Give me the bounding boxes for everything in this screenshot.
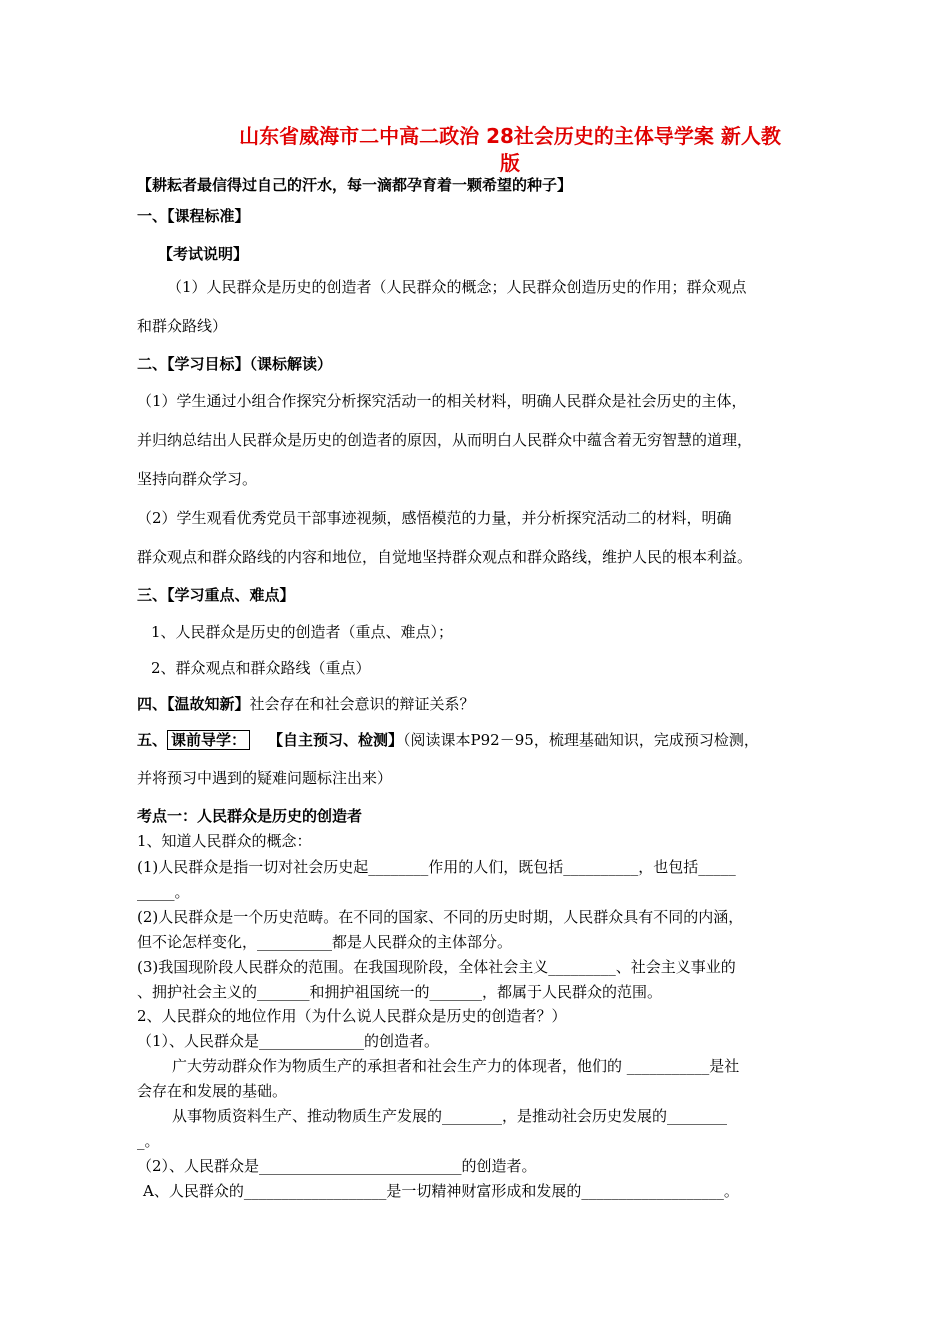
topic-1-line9: （1）、人民群众是______________的创造者。 xyxy=(137,1032,440,1050)
section-4 xyxy=(137,694,475,714)
topic-1-line13: _。 xyxy=(137,1132,160,1150)
topic-1-line15: A、人民群众的___________________是一切精神财富形成和发展的___________________。 xyxy=(143,1182,739,1200)
objective-line4: （2）学生观看优秀党员干部事迹视频，感悟模范的力量，并分析探究活动二的材料，明确 xyxy=(137,509,732,527)
topic-1-line6: (3)我国现阶段人民群众的范围。在我国现阶段，全体社会主义_________、社会主义事业的 xyxy=(137,958,736,976)
objective-line5: 群众观点和群众路线的内容和地位，自觉地坚持群众观点和群众路线，维护人民的根本利益。 xyxy=(137,548,753,566)
objective-line2: 并归纳总结出人民群众是历史的创造者的原因，从而明白人民群众中蕴含着无穷智慧的道理， xyxy=(137,431,753,449)
topic-1-line2: (1)人民群众是指一切对社会历史起________作用的人们，既包括__________，也包括_____ xyxy=(137,858,736,876)
exam-description-line2: 和群众路线） xyxy=(137,317,228,335)
section-5 xyxy=(137,730,759,750)
key-point-2: 2、群众观点和群众路线（重点） xyxy=(151,659,371,677)
section-4-text: 社会存在和社会意识的辩证关系？ xyxy=(249,695,475,713)
topic-1-line4: (2)人民群众是一个历史范畴。在不同的国家、不同的历史时期，人民群众具有不同的内涵， xyxy=(137,908,744,926)
topic-1-line14: （2）、人民群众是___________________________的创造者。 xyxy=(137,1157,537,1175)
objective-line1: （1）学生通过小组合作探究分析探究活动一的相关材料，明确人民群众是社会历史的主体， xyxy=(137,392,747,410)
key-point-1: 1、人民群众是历史的创造者（重点、难点）； xyxy=(151,623,454,641)
section-5-text-line2: 并将预习中遇到的疑难问题标注出来） xyxy=(137,769,393,787)
topic-1-line10: 广大劳动群众作为物质生产的承担者和社会生产力的体现者，他们的 ___________是社 xyxy=(172,1057,740,1075)
document-title-line2: 版 xyxy=(500,151,520,175)
pre-class-guide-box: 课前导学： xyxy=(167,730,250,750)
topic-1-line11: 会存在和发展的基础。 xyxy=(137,1082,288,1100)
topic-1-line3: _____。 xyxy=(137,883,190,901)
topic-1-line5: 但不论怎样变化，__________都是人民群众的主体部分。 xyxy=(137,933,513,951)
objective-line3: 坚持向群众学习。 xyxy=(137,470,258,488)
section-2-heading: 二、【学习目标】（课标解读） xyxy=(137,355,333,373)
exam-description-line1: （1）人民群众是历史的创造者（人民群众的概念；人民群众创造历史的作用；群众观点 xyxy=(167,278,747,296)
section-1-heading: 一、【课程标准】 xyxy=(137,207,250,225)
section-4-heading: 四、【温故知新】 xyxy=(137,695,250,713)
document-title-line1: 山东省威海市二中高二政治 28社会历史的主体导学案 新人教 xyxy=(239,124,781,148)
self-preview-heading: 【自主预习、检测】 xyxy=(268,731,404,749)
topic-1-heading: 考点一：人民群众是历史的创造者 xyxy=(137,807,363,825)
topic-1-line1: 1、知道人民群众的概念： xyxy=(137,832,312,850)
section-3-heading: 三、【学习重点、难点】 xyxy=(137,586,295,604)
topic-1-line7: 、拥护社会主义的_______和拥护祖国统一的_______，都属于人民群众的范围。 xyxy=(137,983,663,1001)
topic-1-line8: 2、人民群众的地位作用（为什么说人民群众是历史的创造者？） xyxy=(137,1007,567,1025)
exam-description-heading: 【考试说明】 xyxy=(158,245,249,263)
topic-1-line12: 从事物质资料生产、推动物质生产发展的________，是推动社会历史发展的________ xyxy=(172,1107,728,1125)
section-5-text: （阅读课本P92－95，梳理基础知识，完成预习检测， xyxy=(403,731,759,749)
motto: 【耕耘者最信得过自己的汗水，每一滴都孕育着一颗希望的种子】 xyxy=(137,176,573,194)
section-5-number: 五、 xyxy=(137,731,168,749)
